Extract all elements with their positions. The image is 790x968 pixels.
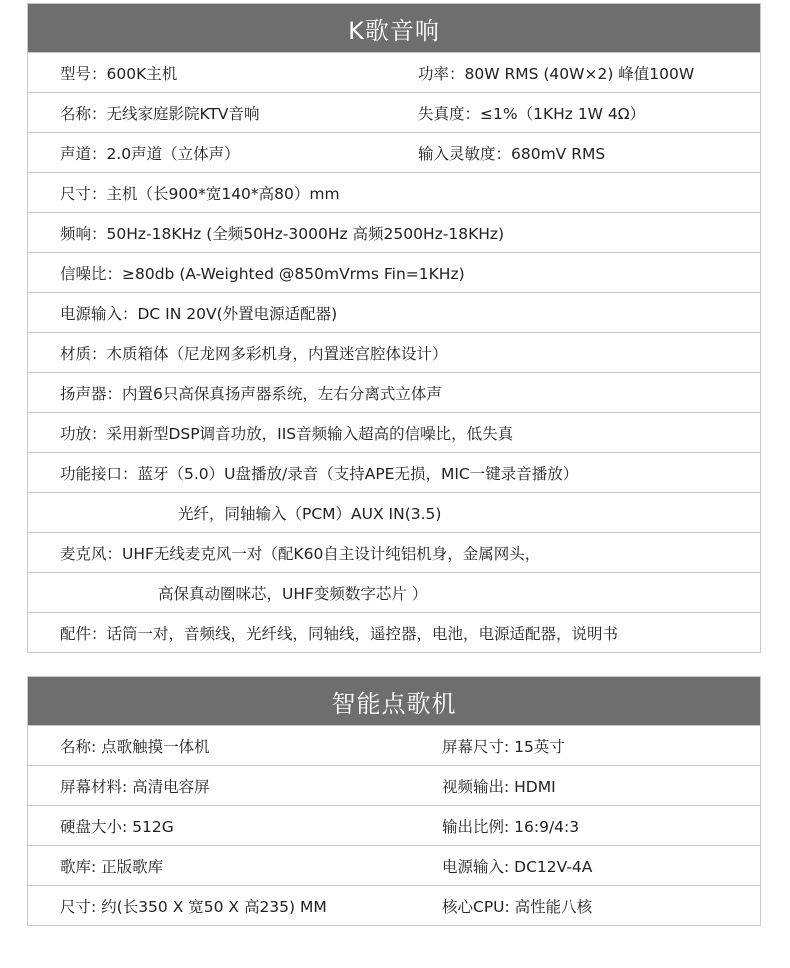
spec-disk-size: 硬盘大小: 512G: [60, 817, 174, 836]
table-row: [28, 805, 760, 845]
spec-channel: 声道：2.0声道（立体声）: [60, 144, 240, 163]
spec-power-input: 电源输入: DC12V-4A: [442, 857, 593, 876]
table-row: [28, 725, 760, 765]
spec-dimensions: 尺寸: 约(长350 X 宽50 X 高235) MM: [60, 897, 327, 916]
table-row: [28, 292, 760, 332]
spec-screen-size: 屏幕尺寸: 15英寸: [442, 737, 565, 756]
ktv-speaker-spec-table: [27, 3, 761, 653]
table-row: [28, 412, 760, 452]
table-row: [28, 92, 760, 132]
spec-name: 名称: 点歌触摸一体机: [60, 737, 210, 756]
table-row: [28, 52, 760, 92]
spec-speakers: 扬声器：内置6只高保真扬声器系统，左右分离式立体声: [60, 384, 442, 403]
section-title: K歌音响: [28, 4, 760, 52]
spec-sensitivity: 输入灵敏度：680mV RMS: [418, 144, 606, 163]
table-row: [28, 572, 760, 612]
spec-microphone: 麦克风：UHF无线麦克风一对（配K60自主设计纯铝机身，金属网头，: [60, 544, 541, 563]
spec-distortion: 失真度：≤1%（1KHz 1W 4Ω）: [418, 104, 646, 123]
spec-frequency-response: 频响：50Hz-18KHz (全频50Hz-3000Hz 高频2500Hz-18KHz): [60, 224, 505, 243]
spec-dimensions: 尺寸：主机（长900*宽140*高80）mm: [60, 184, 340, 203]
table-row: [28, 612, 760, 652]
spec-microphone-cont: 高保真动圈咪芯，UHF变频数字芯片 ）: [158, 584, 428, 603]
spec-screen-material: 屏幕材料: 高清电容屏: [60, 777, 210, 796]
table-row: [28, 132, 760, 172]
spec-interfaces: 功能接口：蓝牙（5.0）U盘播放/录音（支持APE无损，MIC一键录音播放）: [60, 464, 579, 483]
table-row: [28, 532, 760, 572]
table-row: [28, 885, 760, 925]
table-row: [28, 212, 760, 252]
karaoke-machine-spec-table: [27, 676, 761, 926]
spec-power-input: 电源输入：DC IN 20V(外置电源适配器): [60, 304, 338, 323]
spec-amplifier: 功放：采用新型DSP调音功放，IIS音频输入超高的信噪比，低失真: [60, 424, 514, 443]
spec-name: 名称：无线家庭影院KTV音响: [60, 104, 260, 123]
table-row: [28, 452, 760, 492]
table-row: [28, 252, 760, 292]
spec-snr: 信噪比：≥80db (A-Weighted @850mVrms Fin=1KHz): [60, 264, 465, 283]
spec-material: 材质：木质箱体（尼龙网多彩机身，内置迷宫腔体设计）: [60, 344, 448, 363]
table-row: [28, 332, 760, 372]
spec-interfaces-cont: 光纤，同轴输入（PCM）AUX IN(3.5): [178, 504, 442, 523]
table-row: [28, 172, 760, 212]
table-row: [28, 845, 760, 885]
spec-cpu: 核心CPU: 高性能八核: [442, 897, 593, 916]
spec-aspect-ratio: 输出比例: 16:9/4:3: [442, 817, 580, 836]
spec-song-library: 歌库: 正版歌库: [60, 857, 164, 876]
spec-accessories: 配件：话筒一对，音频线，光纤线，同轴线，遥控器，电池，电源适配器，说明书: [60, 624, 619, 643]
table-row: [28, 765, 760, 805]
table-row: [28, 492, 760, 532]
spec-model: 型号：600K主机: [60, 64, 178, 83]
section-title: 智能点歌机: [28, 677, 760, 725]
spec-power: 功率：80W RMS (40W×2) 峰值100W: [418, 64, 695, 83]
table-row: [28, 372, 760, 412]
spec-video-output: 视频输出: HDMI: [442, 777, 556, 796]
